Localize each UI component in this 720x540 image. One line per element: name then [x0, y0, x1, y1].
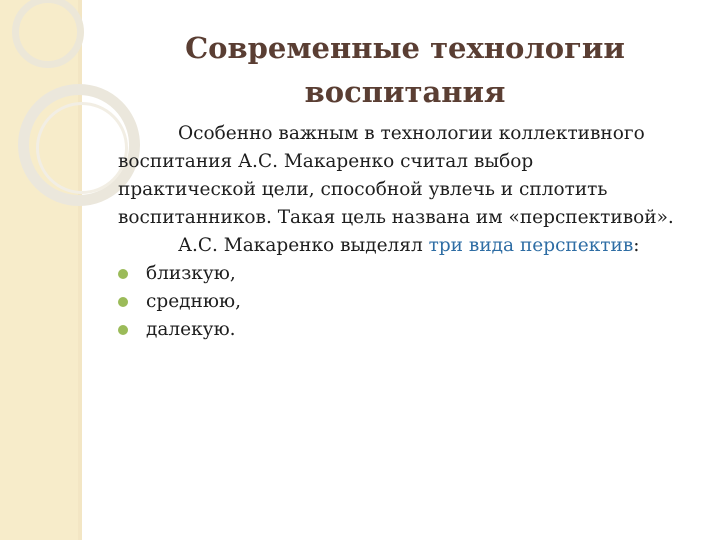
slide-title-line-2: воспитания [304, 75, 506, 109]
slide-title-line-1: Современные технологии [185, 31, 625, 65]
side-decor-panel [0, 0, 78, 540]
paragraph-2-highlight: три вида перспектив [428, 235, 634, 256]
slide-body [118, 120, 713, 344]
paragraph-2 [118, 232, 713, 260]
bullet-dot-icon [118, 297, 128, 307]
paragraph-1-line-2: воспитания А.С. Макаренко считал выбор [118, 151, 534, 172]
bullet-dot-icon [118, 269, 128, 279]
list-item [118, 260, 713, 288]
bullet-dot-icon [118, 325, 128, 335]
list-item-text: близкую, [146, 263, 236, 284]
paragraph-1-line-3: практической цели, способной увлечь и сплотить [118, 179, 608, 200]
list-item-text: далекую. [146, 319, 236, 340]
paragraph-2-colon: : [633, 235, 640, 256]
list-item [118, 288, 713, 316]
perspective-list [118, 260, 713, 344]
slide-title [100, 26, 710, 114]
side-decor-edge [78, 0, 82, 540]
list-item-text: среднюю, [146, 291, 241, 312]
list-item [118, 316, 713, 344]
paragraph-1-line-1: Особенно важным в технологии коллективного [178, 123, 645, 144]
decor-ring-inner [36, 102, 128, 194]
paragraph-2-text: А.С. Макаренко выделял [178, 235, 429, 256]
paragraph-1-line-4: воспитанников. Такая цель названа им «перспективой». [118, 207, 674, 228]
